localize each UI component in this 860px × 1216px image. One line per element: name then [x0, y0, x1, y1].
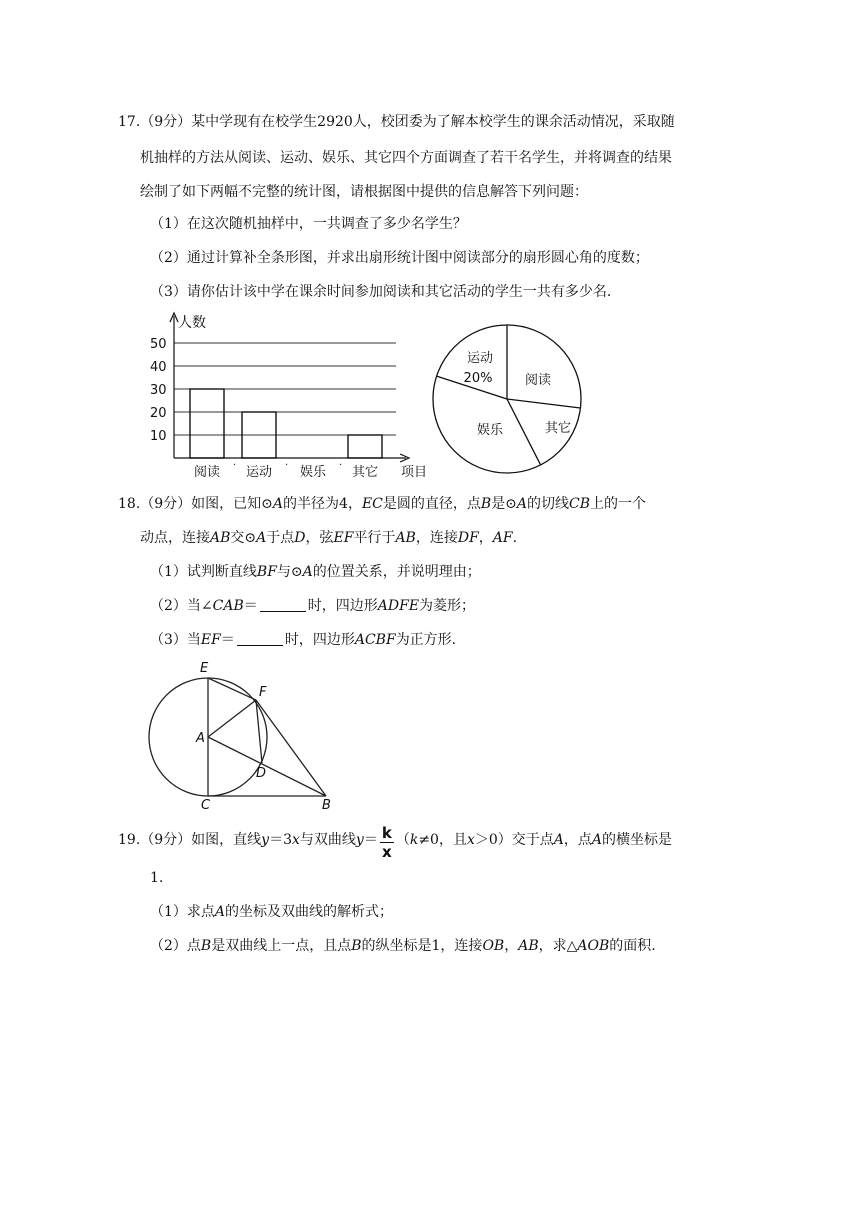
- y-tick-label: 30: [150, 383, 167, 398]
- answer-blank-2[interactable]: [237, 631, 283, 646]
- q18-sub-1: （1）试判断直线BF与⊙A的位置关系，并说明理由；: [150, 564, 481, 580]
- q18-line-2: 动点，连接AB交⊙A于点D，弦EF平行于AB，连接DF，AF.: [140, 530, 518, 546]
- x-category-label: 阅读: [193, 465, 221, 480]
- pie-slice-label: 阅读: [524, 373, 552, 388]
- y-axis-title: 人数: [178, 315, 206, 331]
- x-category-label: 运动: [245, 465, 273, 480]
- pie-slice-label: 其它: [544, 421, 572, 436]
- q17-sub-1: （1）在这次随机抽样中，一共调查了多少名学生？: [150, 216, 467, 232]
- label-a: A: [196, 731, 205, 746]
- axis-dot: ·: [285, 460, 289, 471]
- axis-dot: ·: [233, 460, 237, 471]
- x-axis-title: 项目: [401, 465, 428, 480]
- y-tick-label: 20: [150, 406, 167, 421]
- bar-chart: [140, 308, 440, 486]
- answer-blank-1[interactable]: [260, 597, 306, 612]
- q17-line-1: 17.（9分）某中学现有在校学生2920人，校团委为了解本校学生的课余活动情况，采取随: [118, 114, 675, 130]
- label-b: B: [322, 798, 331, 810]
- q19-line-2: 1.: [150, 870, 164, 886]
- x-category-label: 其它: [351, 465, 379, 480]
- label-d: D: [256, 766, 267, 781]
- pie-slice-divider: [507, 399, 541, 465]
- label-e: E: [200, 661, 209, 676]
- fraction-k-over-x: $\frac{k}{x}$: [381, 824, 392, 861]
- bar: [348, 435, 382, 458]
- segment-af: [208, 700, 256, 737]
- segment-ef: [208, 678, 256, 700]
- pie-chart: [428, 324, 588, 476]
- q18-sub-2: （2）当∠CAB＝ 时，四边形ADFE为菱形；: [150, 598, 476, 614]
- pie-slice-percent: 20%: [463, 371, 493, 386]
- q17-line-3: 绘制了如下两幅不完整的统计图，请根据图中提供的信息解答下列问题：: [140, 184, 588, 200]
- q19-line-1: 19.（9分）如图，直线y＝3x与双曲线y＝ $\frac{k}{x}$ （k≠0，且x＞0）交于点A，点A的横坐标是: [118, 824, 673, 861]
- label-f: F: [259, 685, 267, 700]
- q19-sub-2: （2）点B是双曲线上一点，且点B的纵坐标是1，连接OB，AB，求△AOB的面积.: [150, 938, 656, 954]
- y-tick-label: 50: [150, 337, 167, 352]
- y-tick-label: 40: [150, 360, 167, 375]
- pie-slice-label: 娱乐: [476, 423, 504, 438]
- x-category-label: 娱乐: [299, 465, 327, 480]
- label-c: C: [201, 798, 211, 810]
- q18-sub-3: （3）当EF＝ 时，四边形ACBF为正方形.: [150, 632, 457, 648]
- pie-slice-divider: [507, 399, 580, 408]
- geometry-figure: [140, 656, 350, 810]
- q17-sub-2: （2）通过计算补全条形图，并求出扇形统计图中阅读部分的扇形圆心角的度数；: [150, 250, 649, 266]
- q19-sub-1: （1）求点A的坐标及双曲线的解析式；: [150, 904, 394, 920]
- axis-dot: ·: [339, 460, 343, 471]
- y-tick-label: 10: [150, 429, 167, 444]
- pie-slice-label: 运动: [466, 351, 494, 366]
- q18-line-1: 18.（9分）如图，已知⊙A的半径为4，EC是圆的直径，点B是⊙A的切线CB上的一个: [118, 496, 647, 512]
- bar: [190, 389, 224, 458]
- q17-sub-3: （3）请你估计该中学在课余时间参加阅读和其它活动的学生一共有多少名.: [150, 284, 612, 300]
- segment-ab: [208, 737, 326, 796]
- q17-line-2: 机抽样的方法从阅读、运动、娱乐、其它四个方面调查了若干名学生，并将调查的结果: [140, 150, 672, 166]
- segment-df: [256, 700, 262, 763]
